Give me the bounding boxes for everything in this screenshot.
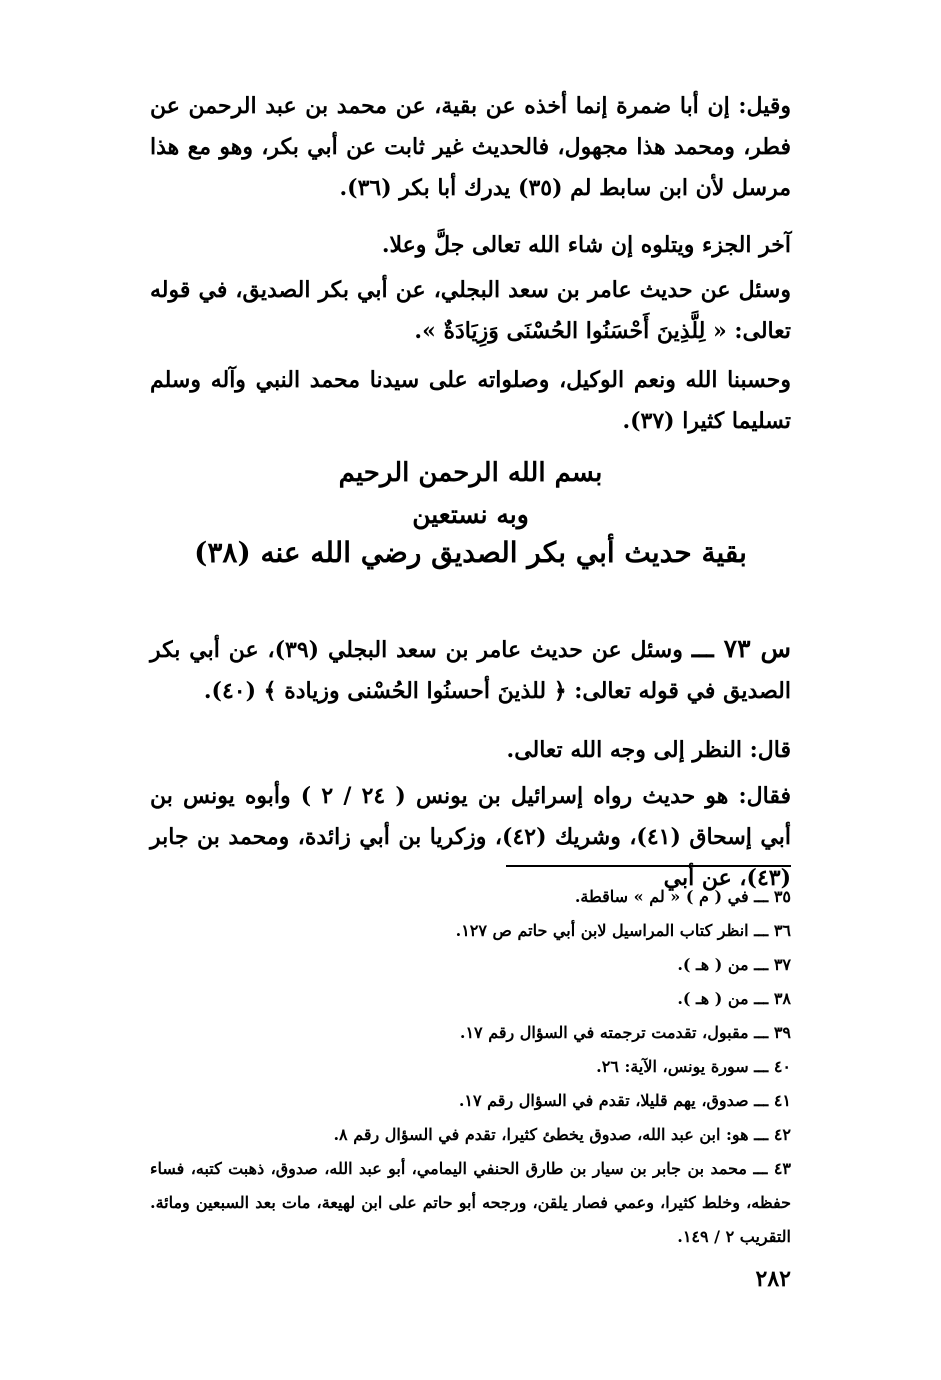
footnote-38: ٣٨ ـــ من ( هـ ). — [677, 989, 791, 1008]
paragraph-1: وقيل: إن أبا ضمرة إنما أخذه عن بقية، عن محمد بن عبد الرحمن عن فطر، ومحمد هذا مجهول، فالحديث غير ثابت عن أبي بكر، وهو مع هذا مرسل لأن ابن سابط لم (٣٥) يدرك أبا بكر (٣٦). — [150, 93, 791, 201]
footnotes — [150, 880, 791, 1254]
footnote-36: ٣٦ ـــ انظر كتاب المراسيل لابن أبي حاتم ص ١٢٧. — [455, 921, 791, 940]
said-block — [150, 730, 791, 771]
question-number: س ٧٣ ـــ — [691, 634, 791, 663]
main-text-block-3 — [150, 270, 791, 352]
page-number: ٢٨٢ — [755, 1266, 791, 1292]
answer-paragraph: فقال: هو حديث رواه إسرائيل بن يونس ( ٢٤ / ٢ ) وأبوه يونس بن أبي إسحاق (٤١)، وشريك (٤٢)، وزكريا بن أبي زائدة، ومحمد بن جابر (٤٣)، عن أبي — [150, 783, 791, 891]
footnote-43: ٤٣ ـــ محمد بن جابر بن سيار بن طارق الحنفي اليمامي، أبو عبد الله، صدوق، ذهبت كتبه، فساء حفظه، وخلط كثيرا، وعمي فصار يلقن، ورجحه أبو حاتم على ابن لهيعة، مات بعد السبعين ومائة. التقريب ٢ / ١٤٩. — [150, 1159, 791, 1246]
main-text-block-1 — [150, 86, 791, 209]
footnote-42: ٤٢ ـــ هو: ابن عبد الله، صدوق يخطئ كثيرا، تقدم في السؤال رقم ٨. — [333, 1125, 791, 1144]
paragraph-2: آخر الجزء ويتلوه إن شاء الله تعالى جلَّ وعلا. — [381, 232, 791, 258]
paragraph-3: وسئل عن حديث عامر بن سعد البجلي، عن أبي بكر الصديق، في قوله تعالى: « لِلَّذِينَ أَحْسَنُوا الحُسْنَى وَزِيَادَةٌ ». — [150, 277, 791, 344]
footnote-39: ٣٩ ـــ مقبول، تقدمت ترجمته في السؤال رقم ١٧. — [459, 1023, 791, 1042]
section-title: بقية حديث أبي بكر الصديق رضي الله عنه (٣٨) — [194, 536, 747, 569]
said-paragraph: قال: النظر إلى وجه الله تعالى. — [506, 737, 791, 763]
main-text-block-4 — [150, 360, 791, 442]
footnote-separator — [506, 865, 791, 867]
subheading-istiana: وبه نستعين — [412, 500, 529, 529]
question-paragraph — [150, 628, 791, 712]
basmala-heading: بسم الله الرحمن الرحيم — [338, 458, 603, 488]
footnote-40: ٤٠ ـــ سورة يونس، الآية: ٢٦. — [596, 1057, 791, 1076]
footnote-35: ٣٥ ـــ في ( م ) « لم » ساقطة. — [574, 887, 791, 906]
main-text-block-2 — [150, 225, 791, 266]
footnote-37: ٣٧ ـــ من ( هـ ). — [677, 955, 791, 974]
paragraph-4: وحسبنا الله ونعم الوكيل، وصلواته على سيدنا محمد النبي وآله وسلم تسليما كثيرا (٣٧). — [150, 367, 791, 434]
footnote-41: ٤١ ـــ صدوق، يهم قليلا، تقدم في السؤال رقم ١٧. — [458, 1091, 791, 1110]
question-block — [150, 628, 791, 712]
question-text: وسئل عن حديث عامر بن سعد البجلي (٣٩)، عن أبي بكر الصديق في قوله تعالى: ﴿ للذينَ أحسنُوا الحُسْنى وزيادة ﴾ (٤٠). — [150, 637, 791, 704]
